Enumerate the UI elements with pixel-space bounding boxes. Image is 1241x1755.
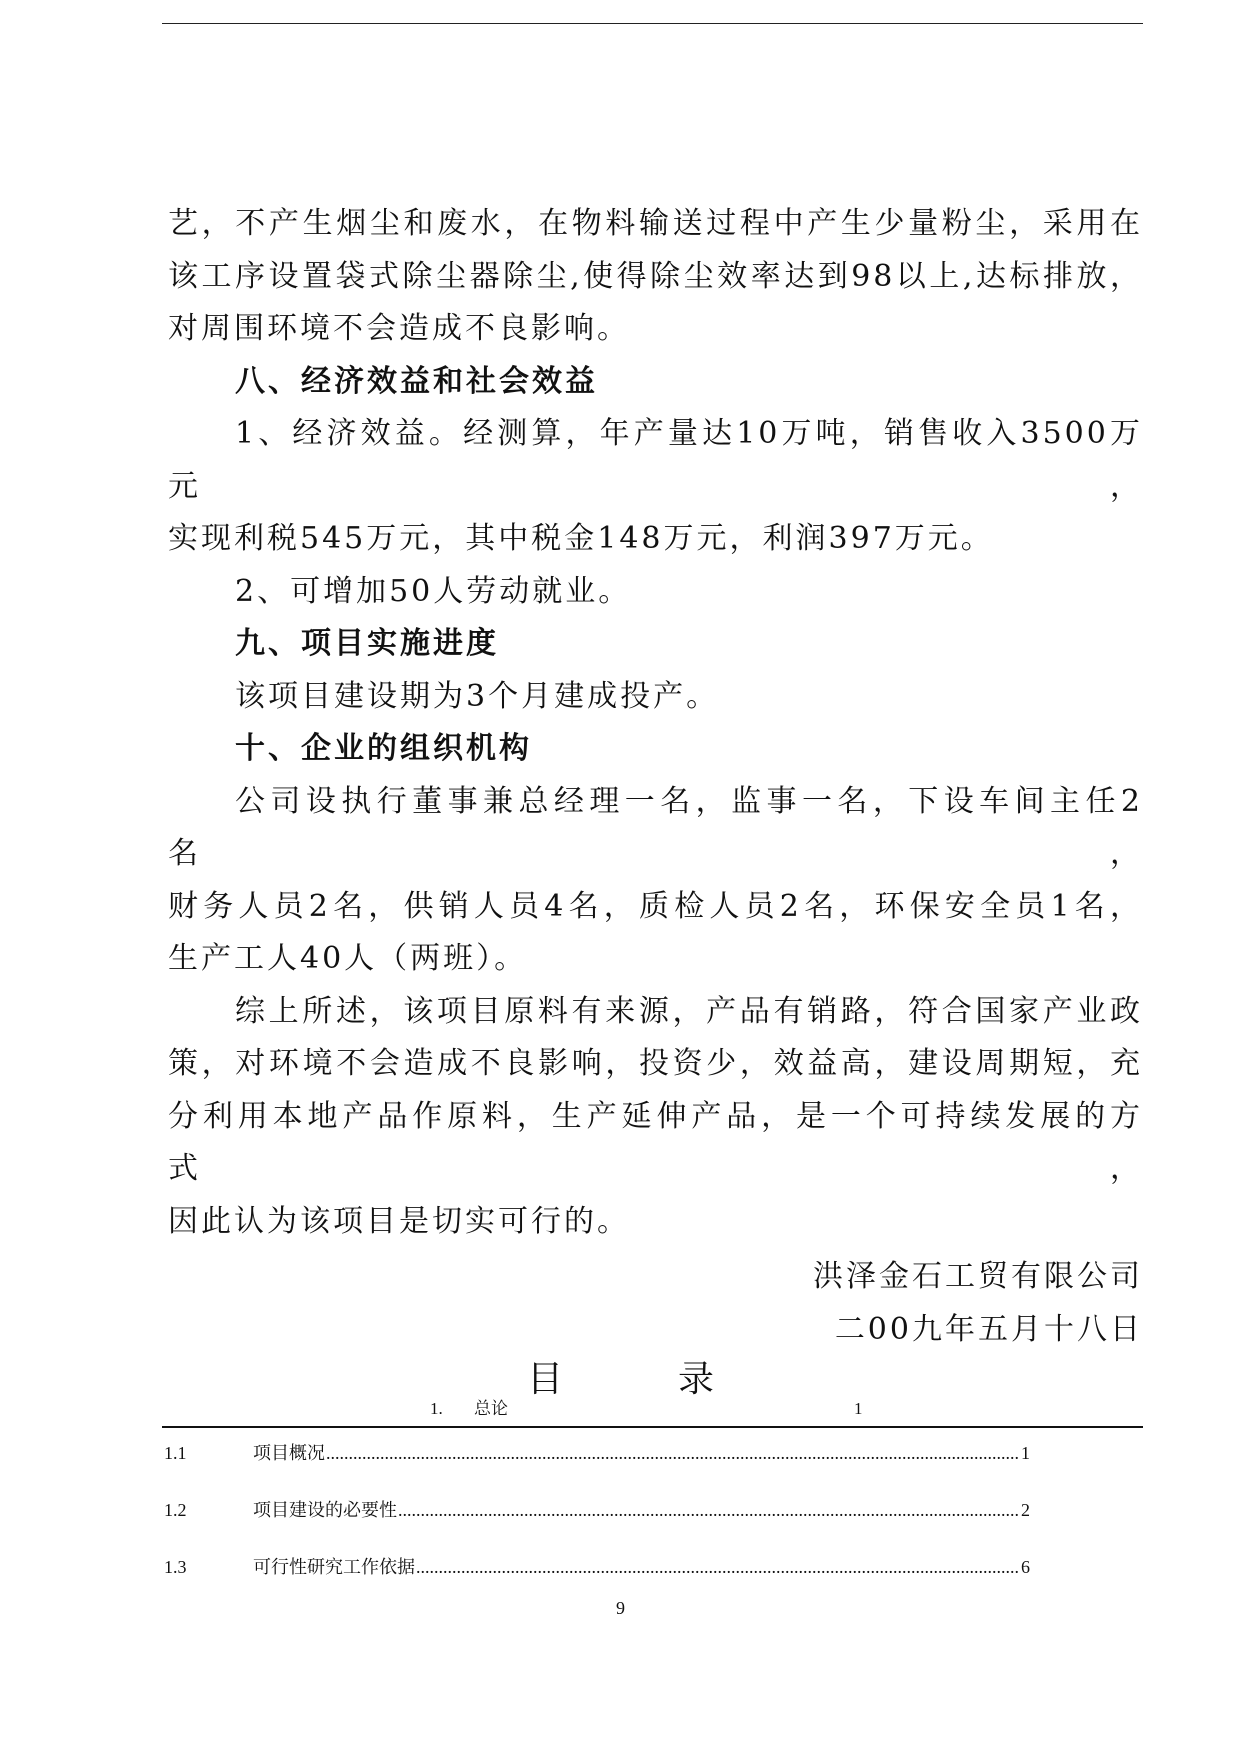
- toc-entry-page: 2: [1021, 1500, 1030, 1520]
- toc-entry[interactable]: [164, 1497, 1030, 1523]
- paragraph-line: 2、可增加50人劳动就业。: [235, 573, 632, 609]
- paragraph-line: 该项目建设期为3个月建成投产。: [235, 678, 720, 714]
- paragraph-line: 艺，不产生烟尘和废水，在物料输送过程中产生少量粉尘，采用在: [168, 206, 1143, 241]
- body-text: [168, 198, 1143, 1248]
- toc-entry-label: 可行性研究工作依据: [253, 1557, 415, 1577]
- toc-entry-number: 1.1: [164, 1443, 187, 1463]
- paragraph-line: 财务人员2名，供销人员4名，质检人员2名，环保安全员1名，: [168, 888, 1143, 924]
- paragraph-line: 生产工人40人（两班）。: [168, 941, 528, 976]
- toc-chapter-page: 1: [854, 1399, 863, 1418]
- toc-dot-leader: [398, 1497, 1020, 1523]
- toc-title-char: 录: [678, 1359, 715, 1400]
- paragraph-line: 对周围环境不会造成不良影响。: [168, 311, 630, 346]
- toc-rule: [162, 1426, 1143, 1428]
- toc-entry-page: 1: [1021, 1443, 1030, 1463]
- header-rule: [162, 23, 1143, 24]
- toc-dot-leader: [416, 1554, 1020, 1580]
- toc-entry-label: 项目概况: [253, 1443, 325, 1463]
- section-heading-8: 八、经济效益和社会效益: [235, 363, 598, 399]
- paragraph-line: 实现利税545万元，其中税金148万元，利润397万元。: [168, 521, 994, 556]
- paragraph-line: 综上所述，该项目原料有来源，产品有销路，符合国家产业政: [235, 993, 1143, 1029]
- page-number: 9: [616, 1598, 625, 1618]
- toc-chapter-label: 总论: [474, 1399, 508, 1418]
- paragraph-line: 分利用本地产品作原料，生产延伸产品，是一个可持续发展的方式，: [168, 1098, 1143, 1186]
- paragraph-line: 1、经济效益。经测算，年产量达10万吨，销售收入3500万元，: [168, 416, 1143, 504]
- section-heading-9: 九、项目实施进度: [235, 626, 499, 661]
- paragraph-line: 策，对环境不会造成不良影响，投资少，效益高，建设周期短，充: [168, 1046, 1143, 1081]
- toc-entry-number: 1.3: [164, 1557, 187, 1577]
- section-heading-10: 十、企业的组织机构: [235, 731, 532, 766]
- paragraph-line: 公司设执行董事兼总经理一名，监事一名，下设车间主任2名，: [168, 783, 1143, 871]
- toc-title: [0, 1356, 1241, 1404]
- paragraph-line: 该工序设置袋式除尘器除尘,使得除尘效率达到98以上,达标排放，: [168, 258, 1143, 294]
- toc-entry-label: 项目建设的必要性: [253, 1500, 397, 1520]
- toc-title-char: 目: [526, 1359, 563, 1400]
- toc-entry-number: 1.2: [164, 1500, 187, 1520]
- toc-entry[interactable]: [164, 1554, 1030, 1580]
- toc-chapter-number: 1.: [430, 1399, 443, 1418]
- signature-company: 洪泽金石工贸有限公司: [813, 1259, 1143, 1294]
- toc-entry[interactable]: [164, 1440, 1030, 1466]
- toc-entry-page: 6: [1021, 1557, 1030, 1577]
- paragraph-line: 因此认为该项目是切实可行的。: [168, 1203, 630, 1239]
- signature-date: 二00九年五月十八日: [834, 1312, 1143, 1347]
- toc-dot-leader: [326, 1440, 1020, 1466]
